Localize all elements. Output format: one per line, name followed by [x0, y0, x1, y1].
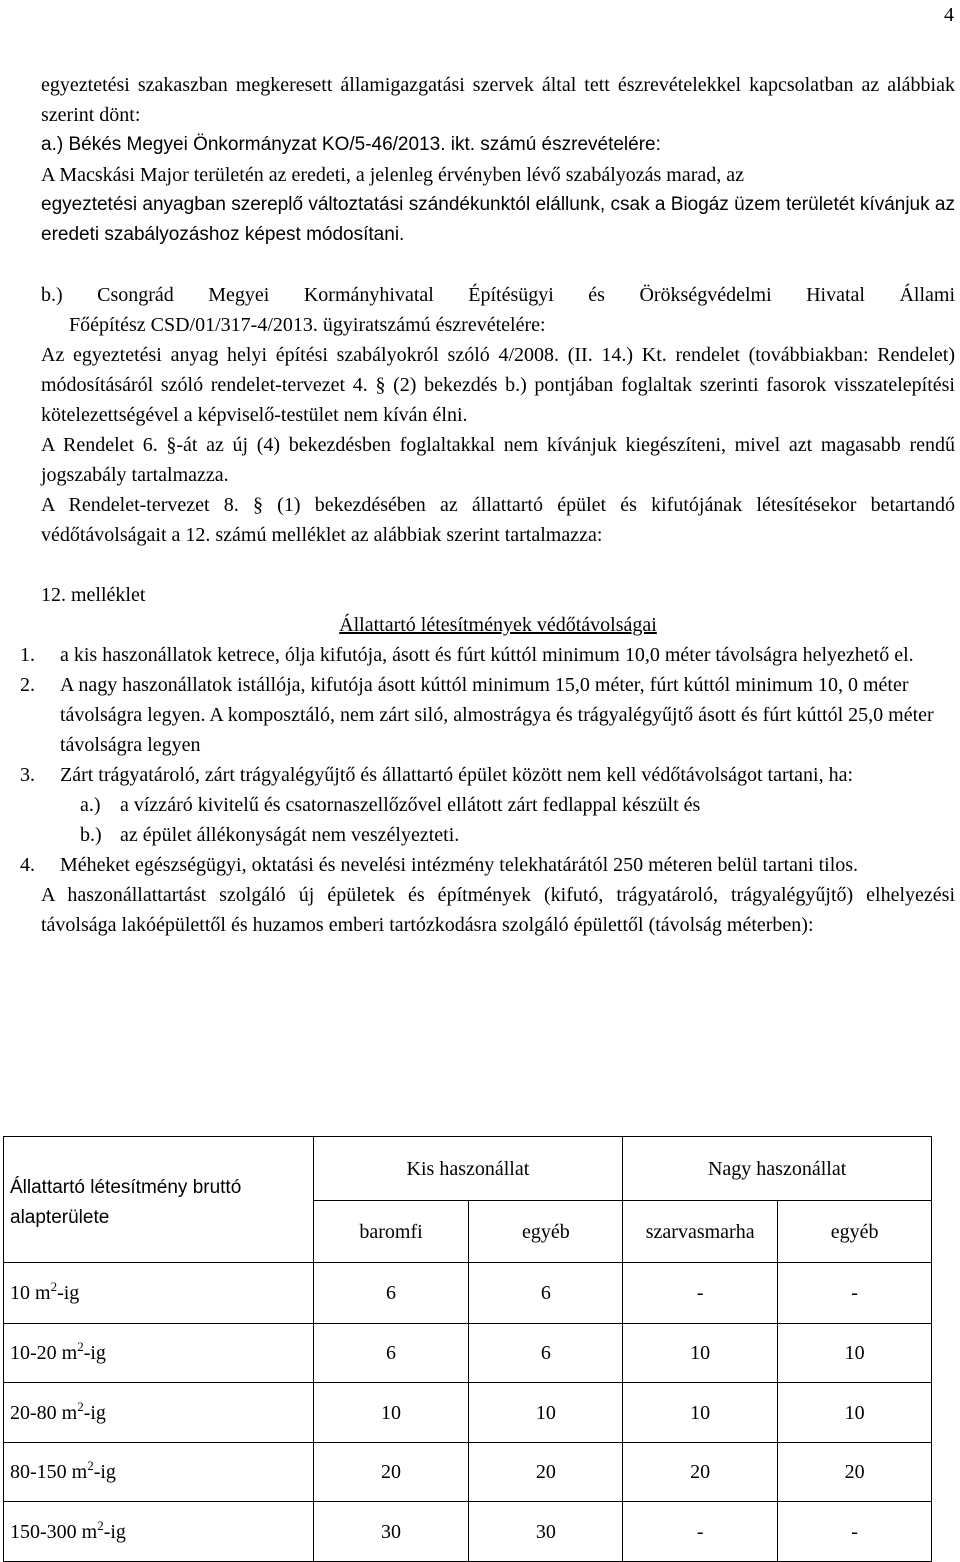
value-cell: 20 — [623, 1443, 778, 1502]
value-cell: 10 — [313, 1383, 469, 1443]
value-cell: 20 — [469, 1443, 623, 1502]
subheader-cell: szarvasmarha — [623, 1201, 778, 1263]
section-a-body-line1: A Macskási Major területén az eredeti, a jelenleg érvényben lévő szabályozás marad, az — [41, 164, 745, 186]
value-cell: - — [778, 1263, 932, 1324]
area-text: 80-150 m — [10, 1461, 88, 1483]
value-cell: 10 — [623, 1324, 778, 1383]
value-cell: 10 — [778, 1324, 932, 1383]
subheader-cell: baromfi — [313, 1201, 469, 1263]
section-b-heading-line2 — [41, 310, 955, 340]
table-row — [4, 1443, 932, 1502]
annex-title: Állattartó létesítmények védőtávolságai — [339, 614, 657, 636]
table-header-row — [4, 1137, 932, 1201]
area-suffix: -ig — [103, 1520, 126, 1543]
list-item — [20, 850, 955, 880]
area-suffix: -ig — [93, 1461, 116, 1483]
sub-item-number: a.) — [80, 794, 101, 816]
distance-table — [3, 1136, 932, 1562]
table-row — [4, 1383, 932, 1443]
sub-item-text: a vízzáró kivitelű és csatornaszellőzővel ellátott zárt fedlappal készült és — [120, 794, 701, 816]
list-item-text: Méheket egészségügyi, oktatási és nevelési intézmény telekhatárától 250 méteren belül tartani tilos. — [60, 854, 859, 876]
value-cell: 30 — [469, 1502, 623, 1562]
section-b-heading-text: Főépítész CSD/01/317-4/2013. ügyiratszámú észrevételére: — [69, 314, 546, 336]
value-cell: - — [623, 1502, 778, 1562]
list-item — [20, 670, 955, 760]
list-item-text: a kis haszonállatok ketrece, ólja kifutója, ásott és fúrt kúttól minimum 10,0 méter távolságra helyezhető el. — [60, 644, 914, 666]
area-text: 10-20 m — [10, 1342, 78, 1364]
area-suffix: -ig — [57, 1282, 80, 1304]
area-text: 150-300 m — [10, 1520, 98, 1543]
value-cell: 6 — [313, 1263, 469, 1324]
value-cell: 6 — [469, 1263, 623, 1324]
section-b-para1: Az egyeztetési anyag helyi építési szabályokról szóló 4/2008. (II. 14.) Kt. rendelet (továbbiakban: Rendelet) módosításáról szóló rendelet-tervezet 4. § (2) bekezdés b.) pontjában foglaltak szerinti fasorok visszatelepítési kötelezettségével a képviselő-testület nem kíván élni. — [41, 344, 955, 426]
section-b-para3: A Rendelet-tervezet 8. § (1) bekezdésében az állattartó épület és kifutójának létesítésekor betartandó védőtávolságait a 12. számú melléklet az alábbiak szerint tartalmazza: — [41, 494, 955, 546]
section-a-heading: a.) Békés Megyei Önkormányzat KO/5-46/2013. ikt. számú észrevételére: — [41, 134, 661, 155]
page-number: 4 — [944, 4, 954, 26]
area-cell — [4, 1383, 314, 1443]
area-exponent: 2 — [87, 1458, 94, 1473]
list-item-number: 4. — [20, 854, 35, 876]
table-row — [4, 1263, 932, 1324]
area-cell — [4, 1443, 314, 1502]
section-b-para2: A Rendelet 6. §-át az új (4) bekezdésben foglaltakkal nem kívánjuk kiegészíteni, mivel azt magasabb rendű jogszabály tartalmazza. — [41, 434, 955, 486]
area-cell — [4, 1324, 314, 1383]
area-text: 20-80 m — [10, 1401, 78, 1424]
value-cell: 30 — [313, 1502, 469, 1562]
list-item — [20, 760, 955, 790]
list-item — [20, 640, 955, 670]
area-suffix: -ig — [83, 1342, 106, 1364]
value-cell: 10 — [778, 1383, 932, 1443]
value-cell: - — [623, 1263, 778, 1324]
value-cell: 10 — [469, 1383, 623, 1443]
area-exponent: 2 — [77, 1398, 84, 1414]
table-row — [4, 1324, 932, 1383]
list-item-text: Zárt trágyatároló, zárt trágyalégyűjtő és állattartó épület között nem kell védőtávolságot tartani, ha: — [60, 764, 854, 786]
value-cell: 10 — [623, 1383, 778, 1443]
sub-item-number: b.) — [80, 824, 102, 846]
subheader-cell: egyéb — [469, 1201, 623, 1263]
group-header-small: Kis haszonállat — [313, 1137, 623, 1201]
intro-paragraph: egyeztetési szakaszban megkeresett államigazgatási szervek által tett észrevételekkel kapcsolatban az alábbiak szerint dönt: — [41, 74, 955, 126]
area-cell — [4, 1502, 314, 1562]
annex-label: 12. melléklet — [41, 584, 146, 606]
row-header-cell: Állattartó létesítmény bruttó alapterülete — [4, 1137, 314, 1263]
value-cell: 20 — [778, 1443, 932, 1502]
list-item-number: 2. — [20, 674, 35, 696]
value-cell: - — [778, 1502, 932, 1562]
subheader-cell: egyéb — [778, 1201, 932, 1263]
area-exponent: 2 — [77, 1339, 84, 1354]
group-header-large: Nagy haszonállat — [623, 1137, 932, 1201]
sub-item-text: az épület állékonyságát nem veszélyezteti. — [120, 824, 460, 846]
sub-list-item — [20, 820, 955, 850]
document-body — [20, 70, 955, 940]
list-item-number: 3. — [20, 764, 35, 786]
sub-list-item — [20, 790, 955, 820]
area-suffix: -ig — [83, 1401, 106, 1424]
area-text: 10 m — [10, 1282, 51, 1304]
area-cell — [4, 1263, 314, 1324]
value-cell: 20 — [313, 1443, 469, 1502]
value-cell: 6 — [313, 1324, 469, 1383]
section-b-heading-line1: b.) Csongrád Megyei Kormányhivatal Építésügyi és Örökségvédelmi Hivatal Állami — [41, 284, 955, 306]
section-a-body-rest: egyeztetési anyagban szereplő változtatási szándékunktól elállunk, csak a Biogáz üzem területét kívánjuk az eredeti szabályozáshoz képest módosítani. — [41, 194, 955, 245]
area-exponent: 2 — [97, 1517, 104, 1533]
area-exponent: 2 — [50, 1279, 58, 1294]
list-item-text: A nagy haszonállatok istállója, kifutója ásott kúttól minimum 15,0 méter, fúrt kúttól minimum 10, 0 méter távolságra legyen. A komposztáló, nem zárt siló, almostrágya és trágyalégyűjtő ásott és fúrt kúttól 25,0 méter távolságra legyen — [60, 674, 934, 756]
value-cell: 6 — [469, 1324, 623, 1383]
annex-list — [20, 640, 955, 880]
list-item-number: 1. — [20, 644, 35, 666]
table-row — [4, 1502, 932, 1562]
annex-closing: A haszonállattartást szolgáló új épületek és építmények (kifutó, trágyatároló, trágyalégyűjtő) elhelyezési távolsága lakóépülettől és huzamos emberi tartózkodásra szolgáló épülettől (távolság méterben): — [41, 884, 955, 936]
